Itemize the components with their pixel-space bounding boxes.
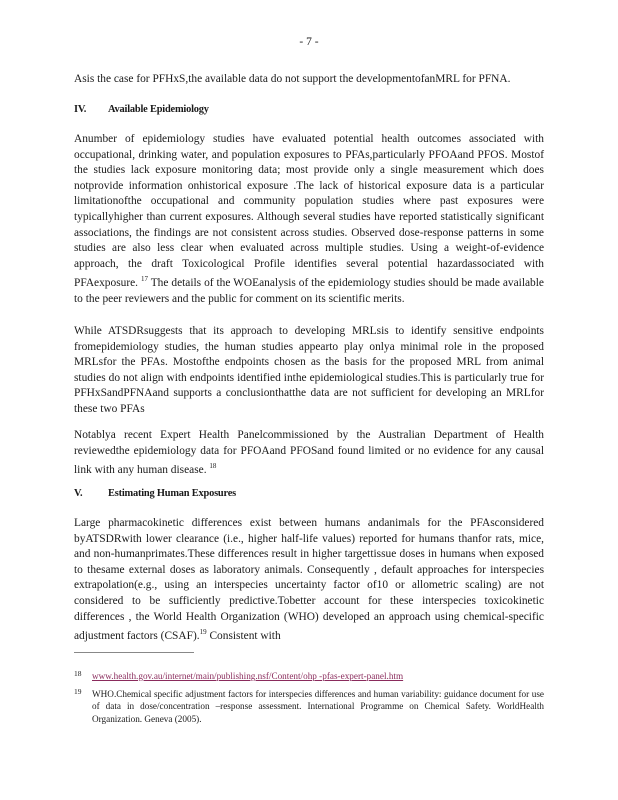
footnote-19: 19 WHO.Chemical specific adjustment factors for interspecies differences and human variability: guidance document for use of data in dose/concentration –response assessment. International Programme on Chemical Safety. WorldHealth Organization. Geneva (2005). bbox=[74, 687, 544, 724]
exposure-paragraph: Large pharmacokinetic differences exist between humans andanimals for the PFAsconsidered byATSDRwith lower clearance (i.e., higher half-life values) reported for humans thanfor rats, mice, and non-humanprimates.These differences result in higher targettissue doses in humans when exposed to thesame external doses as laboratory animals. Consequently , default approaches for interspecies extrapolation(e.g., using an interspecies uncertainty factor of10 or allometric scaling) are not considered to be sufficiently predictive.Tobetter account for these interspecies toxicokinetic differences , the World Health Organization (WHO) developed an approach using chemical-specific adjustment factors (CSAF).$^{19}$ Consistent with bbox=[74, 517, 544, 642]
intro-paragraph: Asis the case for PFHxS,the available data do not support the developmentofanMRL for PFNA. bbox=[74, 73, 511, 85]
section-v-number: V. bbox=[74, 488, 83, 499]
section-v-heading bbox=[74, 488, 236, 499]
epidemiology-paragraph-3: Notablya recent Expert Health Panelcommissioned by the Australian Department of Health reviewedthe epidemiology data for PFOAand PFOSand found limited or no evidence for any causal link with any human disease. $^{18}$ bbox=[74, 429, 544, 476]
section-iv-number: IV. bbox=[74, 104, 87, 115]
footnote-ref-17: 17 bbox=[140, 275, 148, 284]
section-v-title: Estimating Human Exposures bbox=[108, 488, 236, 499]
epidemiology-paragraph-2: While ATSDRsuggests that its approach to developing MRLsis to identify sensitive endpoints fromepidemiology studies, the human studies appearto play onlya minimal role in the proposed MRLsfor the PFAs. Mostofthe endpoints chosen as the basis for the proposed MRL from animal studies do not align with endpoints identified inthe epidemiological studies.This is particularly true for PFHxSandPFNAand supports a conclusionthatthe data are not sufficient for developing an MRLfor these two PFAs bbox=[74, 325, 544, 415]
page-number: - 7 - bbox=[299, 36, 319, 48]
footnote-18: 18 www.health.gov.au/internet/main/publishing.nsf/Content/ohp -pfas-expert-panel.htm bbox=[74, 669, 404, 681]
footnote-divider bbox=[74, 652, 194, 653]
footnote-ref-18: 18 bbox=[209, 462, 217, 471]
epidemiology-paragraph-1: Anumber of epidemiology studies have evaluated potential health outcomes associated with occupational, drinking water, and population exposures to PFAs,particularly PFOAand PFOS. Mostof the studies lack exposure monitoring data; most provide only a single measurement which does notprovide information onhistorical exposure .The lack of historical exposure data is a particular limitationofthe occupational and community population studies where past exposures were typicallyhigher than current exposures. Although several studies have reported statistically significant associations, the findings are not consistent across studies. Observed dose-response patterns in some studies are also less clear when evaluated across multiple studies. Using a weight-of-evidence approach, the draft Toxicological Profile identifies several potential hazardassociated with PFAexposure. $^{17}$ The details of the WOEanalysis of the epidemiology studies should be made available to the peer reviewers and the public for comment on its scientific merits. bbox=[74, 133, 544, 305]
footnote-ref-19: 19 bbox=[199, 628, 207, 637]
footnote-18-link[interactable]: www.health.gov.au/internet/main/publishing.nsf/Content/ohp -pfas-expert-panel.htm bbox=[92, 671, 404, 681]
section-iv-title: Available Epidemiology bbox=[108, 104, 209, 115]
section-iv-heading bbox=[74, 104, 209, 115]
